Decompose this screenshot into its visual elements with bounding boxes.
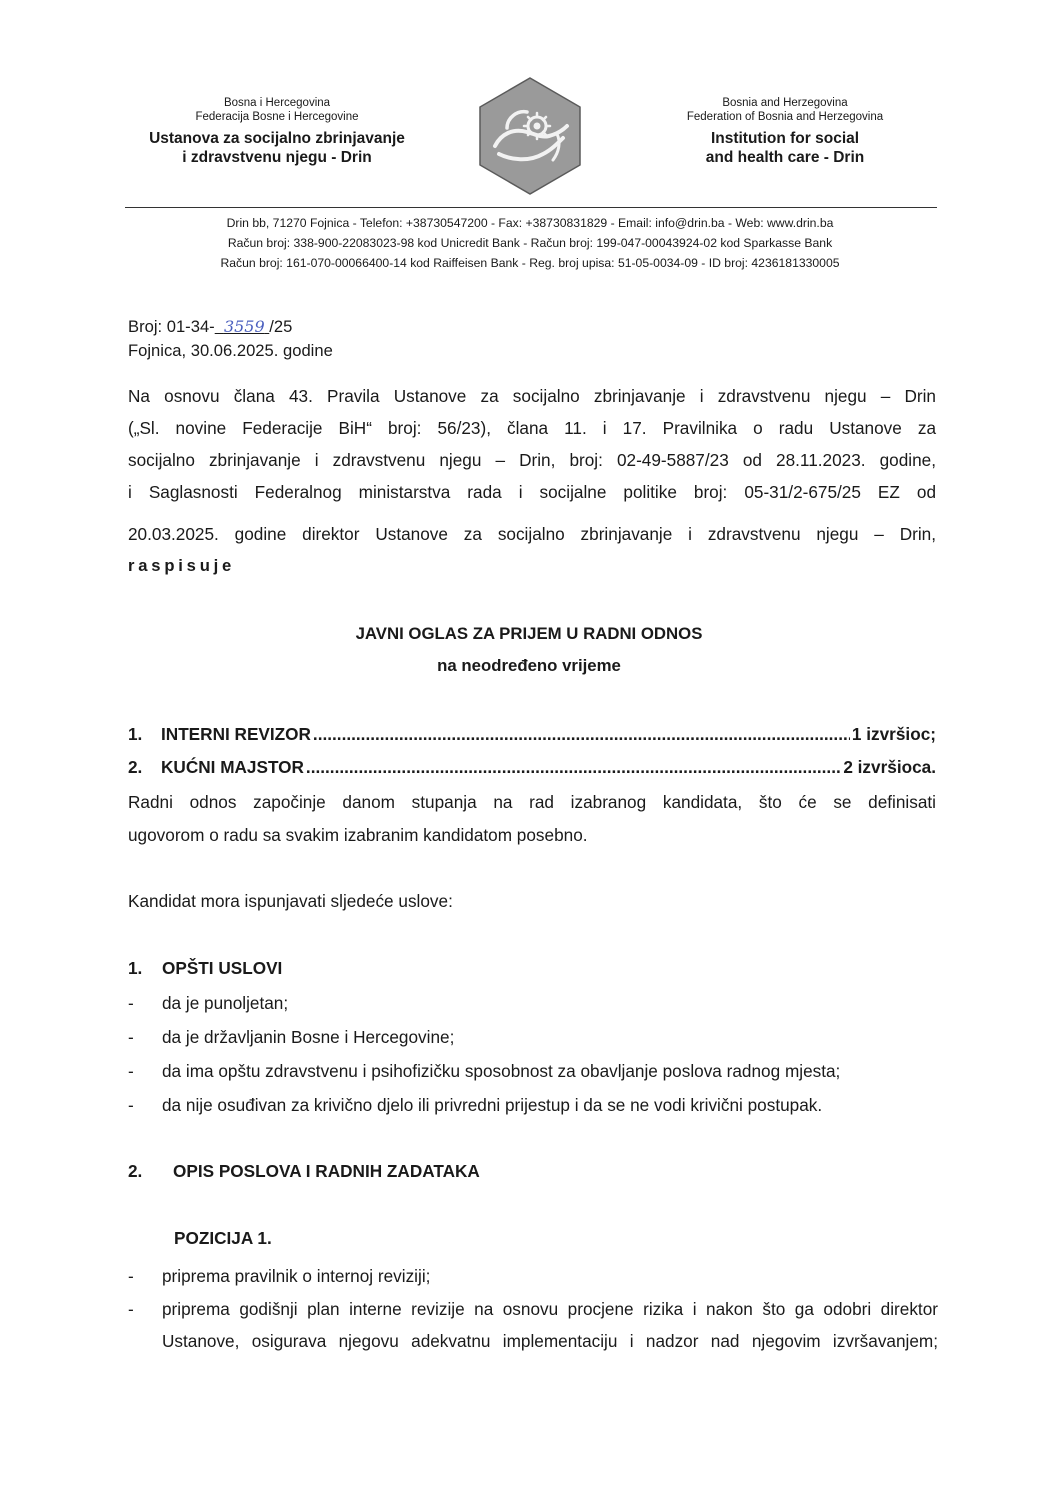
letterhead-right (620, 96, 950, 168)
country-name-bs: Bosna i Hercegovina (223, 97, 331, 109)
handwritten-reference: 3559 (223, 317, 265, 336)
preamble-line-2: („Sl. novine Federacije BiH“ broj: 56/23), člana 11. i 17. Pravilnika o radu Ustanove za (128, 418, 936, 438)
contact-line-1: Drin bb, 71270 Fojnica - Telefon: +38730547200 - Fax: +38730831829 - Email: info@drin.ba - Web: www.drin.ba (226, 216, 834, 230)
country-name-en: Bosnia and Herzegovina (722, 97, 848, 109)
institution-name-en-line2: and health care - Drin (705, 149, 865, 167)
list-item: - da ima opštu zdravstvenu i psihofizičku sposobnost za obavljanje poslova radnog mjesta; (128, 1061, 841, 1081)
duties-heading: 2. OPIS POSLOVA I RADNIH ZADATAKA (128, 1161, 480, 1181)
dot-leader (306, 757, 841, 778)
federation-name-bs: Federacija Bosne i Hercegovine (195, 111, 359, 124)
institution-name-en-line1: Institution for social (710, 129, 860, 147)
position-count: 1 izvršioc; (851, 724, 936, 744)
contact-line-3: Račun broj: 161-070-00066400-14 kod Raiffeisen Bank - Reg. broj upisa: 51-05-0034-09 - ID broj: 4236181330005 (220, 256, 840, 270)
list-item: - priprema pravilnik o internoj reviziji; (128, 1266, 431, 1286)
dot-leader (313, 724, 850, 745)
preamble-line-5: 20.03.2025. godine direktor Ustanove za socijalno zbrinjavanje i zdravstvenu njegu – Drin, (128, 524, 936, 544)
list-item: - da nije osuđivan za krivično djelo ili privredni prijestup i da se ne vodi krivični postupak. (128, 1095, 823, 1115)
preamble-line-3: socijalno zbrinjavanje i zdravstvenu njegu – Drin, broj: 02-49-5887/23 od 28.11.2023. godine, (128, 450, 936, 470)
list-item: - da je državljanin Bosne i Hercegovine; (128, 1027, 455, 1047)
position-count: 2 izvršioca. (843, 757, 936, 777)
list-item: - da je punoljetan; (128, 993, 289, 1013)
position-name: INTERNI REVIZOR (161, 724, 311, 744)
employment-note-line-2: ugovorom o radu sa svakim izabranim kandidatom posebno. (128, 825, 588, 845)
federation-name-en: Federation of Bosnia and Herzegovina (686, 111, 884, 124)
reference-number (128, 317, 292, 337)
position-label: POZICIJA 1. (174, 1228, 272, 1248)
reference-suffix: /25 (269, 317, 293, 336)
employment-note-line-1: Radni odnos započinje danom stupanja na rad izabranog kandidata, što će se definisati (128, 792, 936, 812)
general-conditions-heading: 1. OPŠTI USLOVI (128, 958, 283, 978)
position-line-1 (128, 724, 936, 745)
position-number: 1. (128, 724, 143, 744)
preamble-line-1: Na osnovu člana 43. Pravila Ustanove za socijalno zbrinjavanje i zdravstvenu njegu – Drin (128, 386, 936, 406)
announces-word: raspisuje (128, 556, 236, 575)
contact-line-2: Račun broj: 338-900-22083023-98 kod Unicredit Bank - Račun broj: 199-047-00043924-02 kod Sparkasse Bank (227, 236, 833, 250)
preamble-line-4: i Saglasnosti Federalnog ministarstva rada i socijalne politike broj: 05-31/2-675/25 EZ od (128, 482, 936, 502)
announcement-title: JAVNI OGLAS ZA PRIJEM U RADNI ODNOS (355, 624, 703, 643)
announcement-subtitle: na neodređeno vrijeme (437, 656, 621, 675)
place-and-date: Fojnica, 30.06.2025. godine (128, 341, 333, 360)
position-number: 2. (128, 757, 143, 777)
hands-flower-logo-icon (477, 76, 583, 196)
letterhead-divider (125, 207, 937, 208)
contact-info (100, 213, 960, 273)
institution-name-bs-line1: Ustanova za socijalno zbrinjavanje (149, 129, 405, 147)
list-item: - priprema godišnji plan interne revizije na osnovu procjene rizika i nakon što ga odobri direktor Ustanove, osigurava njegovu adekvatnu implementaciju i nadzor nad njegovim izvršavanjem; (128, 1294, 938, 1357)
conditions-intro: Kandidat mora ispunjavati sljedeće uslove: (128, 891, 453, 911)
reference-prefix: Broj: 01-34- (128, 317, 215, 336)
duty-line-1: priprema godišnji plan interne revizije na osnovu procjene rizika i nakon što ga odobri direktor (162, 1299, 938, 1319)
institution-name-bs-line2: i zdravstvenu njegu - Drin (182, 149, 372, 167)
position-name: KUĆNI MAJSTOR (161, 757, 304, 777)
letterhead-left (112, 96, 442, 168)
position-line-2 (128, 757, 936, 778)
duty-line-2: Ustanove, osigurava njegovu adekvatnu implementaciju i nadzor nad njegovim izvršavanjem; (162, 1330, 938, 1351)
